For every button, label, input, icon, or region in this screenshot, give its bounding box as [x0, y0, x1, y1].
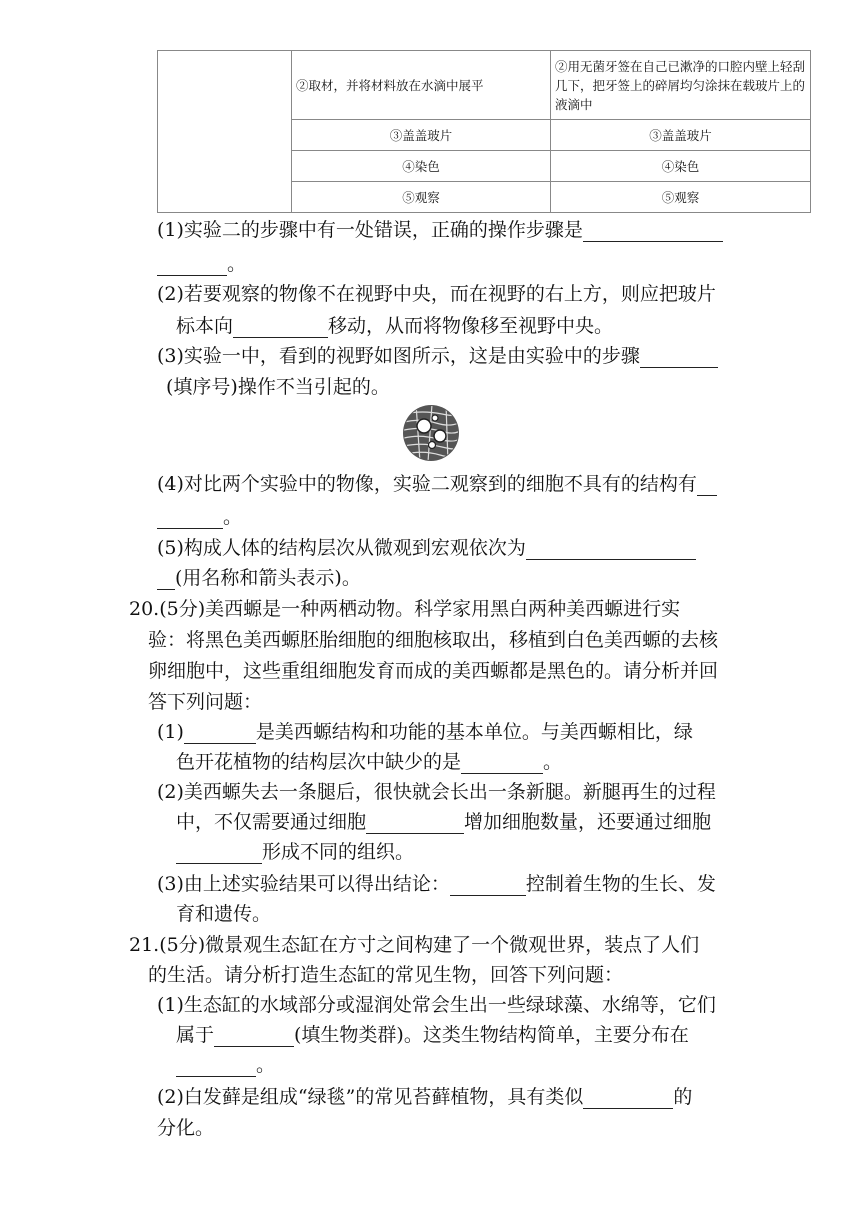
q19-5-line2 [157, 566, 361, 590]
answer-blank[interactable] [214, 1026, 294, 1047]
air-bubble [429, 442, 436, 449]
answer-blank[interactable] [157, 508, 223, 529]
answer-blank[interactable] [233, 317, 328, 338]
answer-blank[interactable] [583, 1088, 673, 1109]
answer-blank[interactable] [697, 475, 717, 496]
table-cell: ⑤观察 [292, 182, 551, 213]
q19-4-line1 [157, 472, 717, 496]
q21-1-line1 [157, 993, 716, 1017]
table-cell-blank [158, 51, 292, 213]
question-text: 标本向 [176, 315, 234, 337]
question-text: (3)实验一中，看到的视野如图所示，这是由实验中的步骤 [157, 345, 640, 367]
question-text: (1)实验二的步骤中有一处错误，正确的操作步骤是 [157, 219, 583, 241]
q19-3-line1 [157, 344, 718, 368]
answer-blank[interactable] [450, 875, 526, 896]
table-cell: ③盖盖玻片 [292, 120, 551, 151]
answer-blank[interactable] [526, 539, 696, 560]
question-text: 。 [227, 253, 247, 275]
answer-blank[interactable] [157, 255, 227, 276]
q20-stem-line1: 20.(5分)美西螈是一种两栖动物。科学家用黑白两种美西螈进行实 [129, 598, 681, 620]
question-text: (3)由上述实验结果可以得出结论： [157, 873, 450, 895]
question-text: 。 [256, 1054, 276, 1076]
air-bubble [417, 419, 431, 433]
q20-stem-line3: 卵细胞中，这些重组细胞发育而成的美西螈都是黑色的。请分析并回 [148, 660, 719, 682]
question-text: 中，不仅需要通过细胞 [176, 811, 367, 833]
question-text: (1) [157, 721, 184, 743]
question-text: (填序号)操作不当引起的。 [166, 376, 390, 398]
q21-stem-line2: 的生活。请分析打造生态缸的常见生物，回答下列问题： [148, 964, 624, 986]
table-row [158, 51, 811, 120]
q19-1-line1 [157, 218, 723, 242]
question-text: 属于 [176, 1024, 215, 1046]
answer-blank[interactable] [176, 1056, 256, 1077]
q20-3-line1 [157, 872, 716, 896]
question-text: 控制着生物的生长、发 [525, 873, 716, 895]
table-cell: ④染色 [292, 151, 551, 182]
answer-blank[interactable] [461, 753, 543, 774]
table-cell: ④染色 [551, 151, 811, 182]
q20-stem-line2: 验：将黑色美西螈胚胎细胞的细胞核取出，移植到白色美西螈的去核 [148, 629, 719, 651]
q20-2-line2 [176, 810, 711, 834]
q20-3-line2: 育和遗传。 [176, 903, 272, 925]
q20-2-line1 [157, 780, 716, 804]
q20-1-line2 [176, 750, 562, 774]
microscope-field-figure [402, 404, 460, 462]
air-bubble [432, 415, 438, 421]
answer-blank[interactable] [640, 347, 718, 368]
question-text: (2)美西螈失去一条腿后，很快就会长出一条新腿。新腿再生的过程 [157, 781, 716, 803]
table-cell: ②用无菌牙签在自己已漱净的口腔内壁上轻刮几下，把牙签上的碎屑均匀涂抹在载玻片上的液滴中 [551, 51, 811, 120]
table-cell: ②取材，并将材料放在水滴中展平 [292, 51, 551, 120]
question-text: 形成不同的组织。 [262, 841, 415, 863]
answer-blank[interactable] [366, 813, 464, 834]
table-cell: ③盖盖玻片 [551, 120, 811, 151]
question-text: (1)生态缸的水域部分或湿润处常会生出一些绿球藻、水绵等，它们 [157, 994, 716, 1016]
answer-blank[interactable] [157, 569, 175, 590]
question-text: (4)对比两个实验中的物像，实验二观察到的细胞不具有的结构有 [157, 473, 697, 495]
question-text: 是美西螈结构和功能的基本单位。与美西螈相比，绿 [255, 721, 693, 743]
q21-2-line2: 分化。 [157, 1117, 215, 1139]
question-text: 增加细胞数量，还要通过细胞 [464, 811, 712, 833]
question-text: (填生物类群)。这类生物结构简单，主要分布在 [294, 1024, 689, 1046]
q21-2-line1 [157, 1085, 692, 1109]
q21-1-line2 [176, 1023, 689, 1047]
q19-3-line2 [166, 375, 390, 399]
question-text: 移动，从而将物像移至视野中央。 [328, 315, 614, 337]
question-text: 。 [543, 751, 563, 773]
air-bubble [434, 430, 446, 442]
question-text: (用名称和箭头表示)。 [175, 567, 361, 589]
question-text: 的 [673, 1086, 693, 1108]
answer-blank[interactable] [176, 843, 262, 864]
q19-5-line1 [157, 536, 696, 560]
experiment-steps-table [157, 50, 811, 213]
q21-stem-line1: 21.(5分)微景观生态缸在方寸之间构建了一个微观世界，装点了人们 [129, 934, 700, 956]
q21-1-line3 [176, 1053, 275, 1077]
answer-blank[interactable] [184, 723, 256, 744]
q19-2-line2 [176, 314, 613, 338]
question-text: 色开花植物的结构层次中缺少的是 [176, 751, 462, 773]
question-text: (5)构成人体的结构层次从微观到宏观依次为 [157, 537, 526, 559]
question-text: (2)若要观察的物像不在视野中央，而在视野的右上方，则应把玻片 [157, 283, 716, 305]
question-text: (2)白发藓是组成“绿毯”的常见苔藓植物，具有类似 [157, 1086, 584, 1108]
q20-1-line1 [157, 720, 693, 744]
q19-2-line1 [157, 282, 716, 306]
table-cell: ⑤观察 [551, 182, 811, 213]
answer-blank[interactable] [583, 221, 723, 242]
question-text: 。 [223, 506, 243, 528]
q20-2-line3 [176, 840, 414, 864]
q19-4-line2 [157, 505, 242, 529]
q19-1-line2 [157, 252, 246, 276]
q20-stem-line4: 答下列问题： [148, 691, 263, 713]
